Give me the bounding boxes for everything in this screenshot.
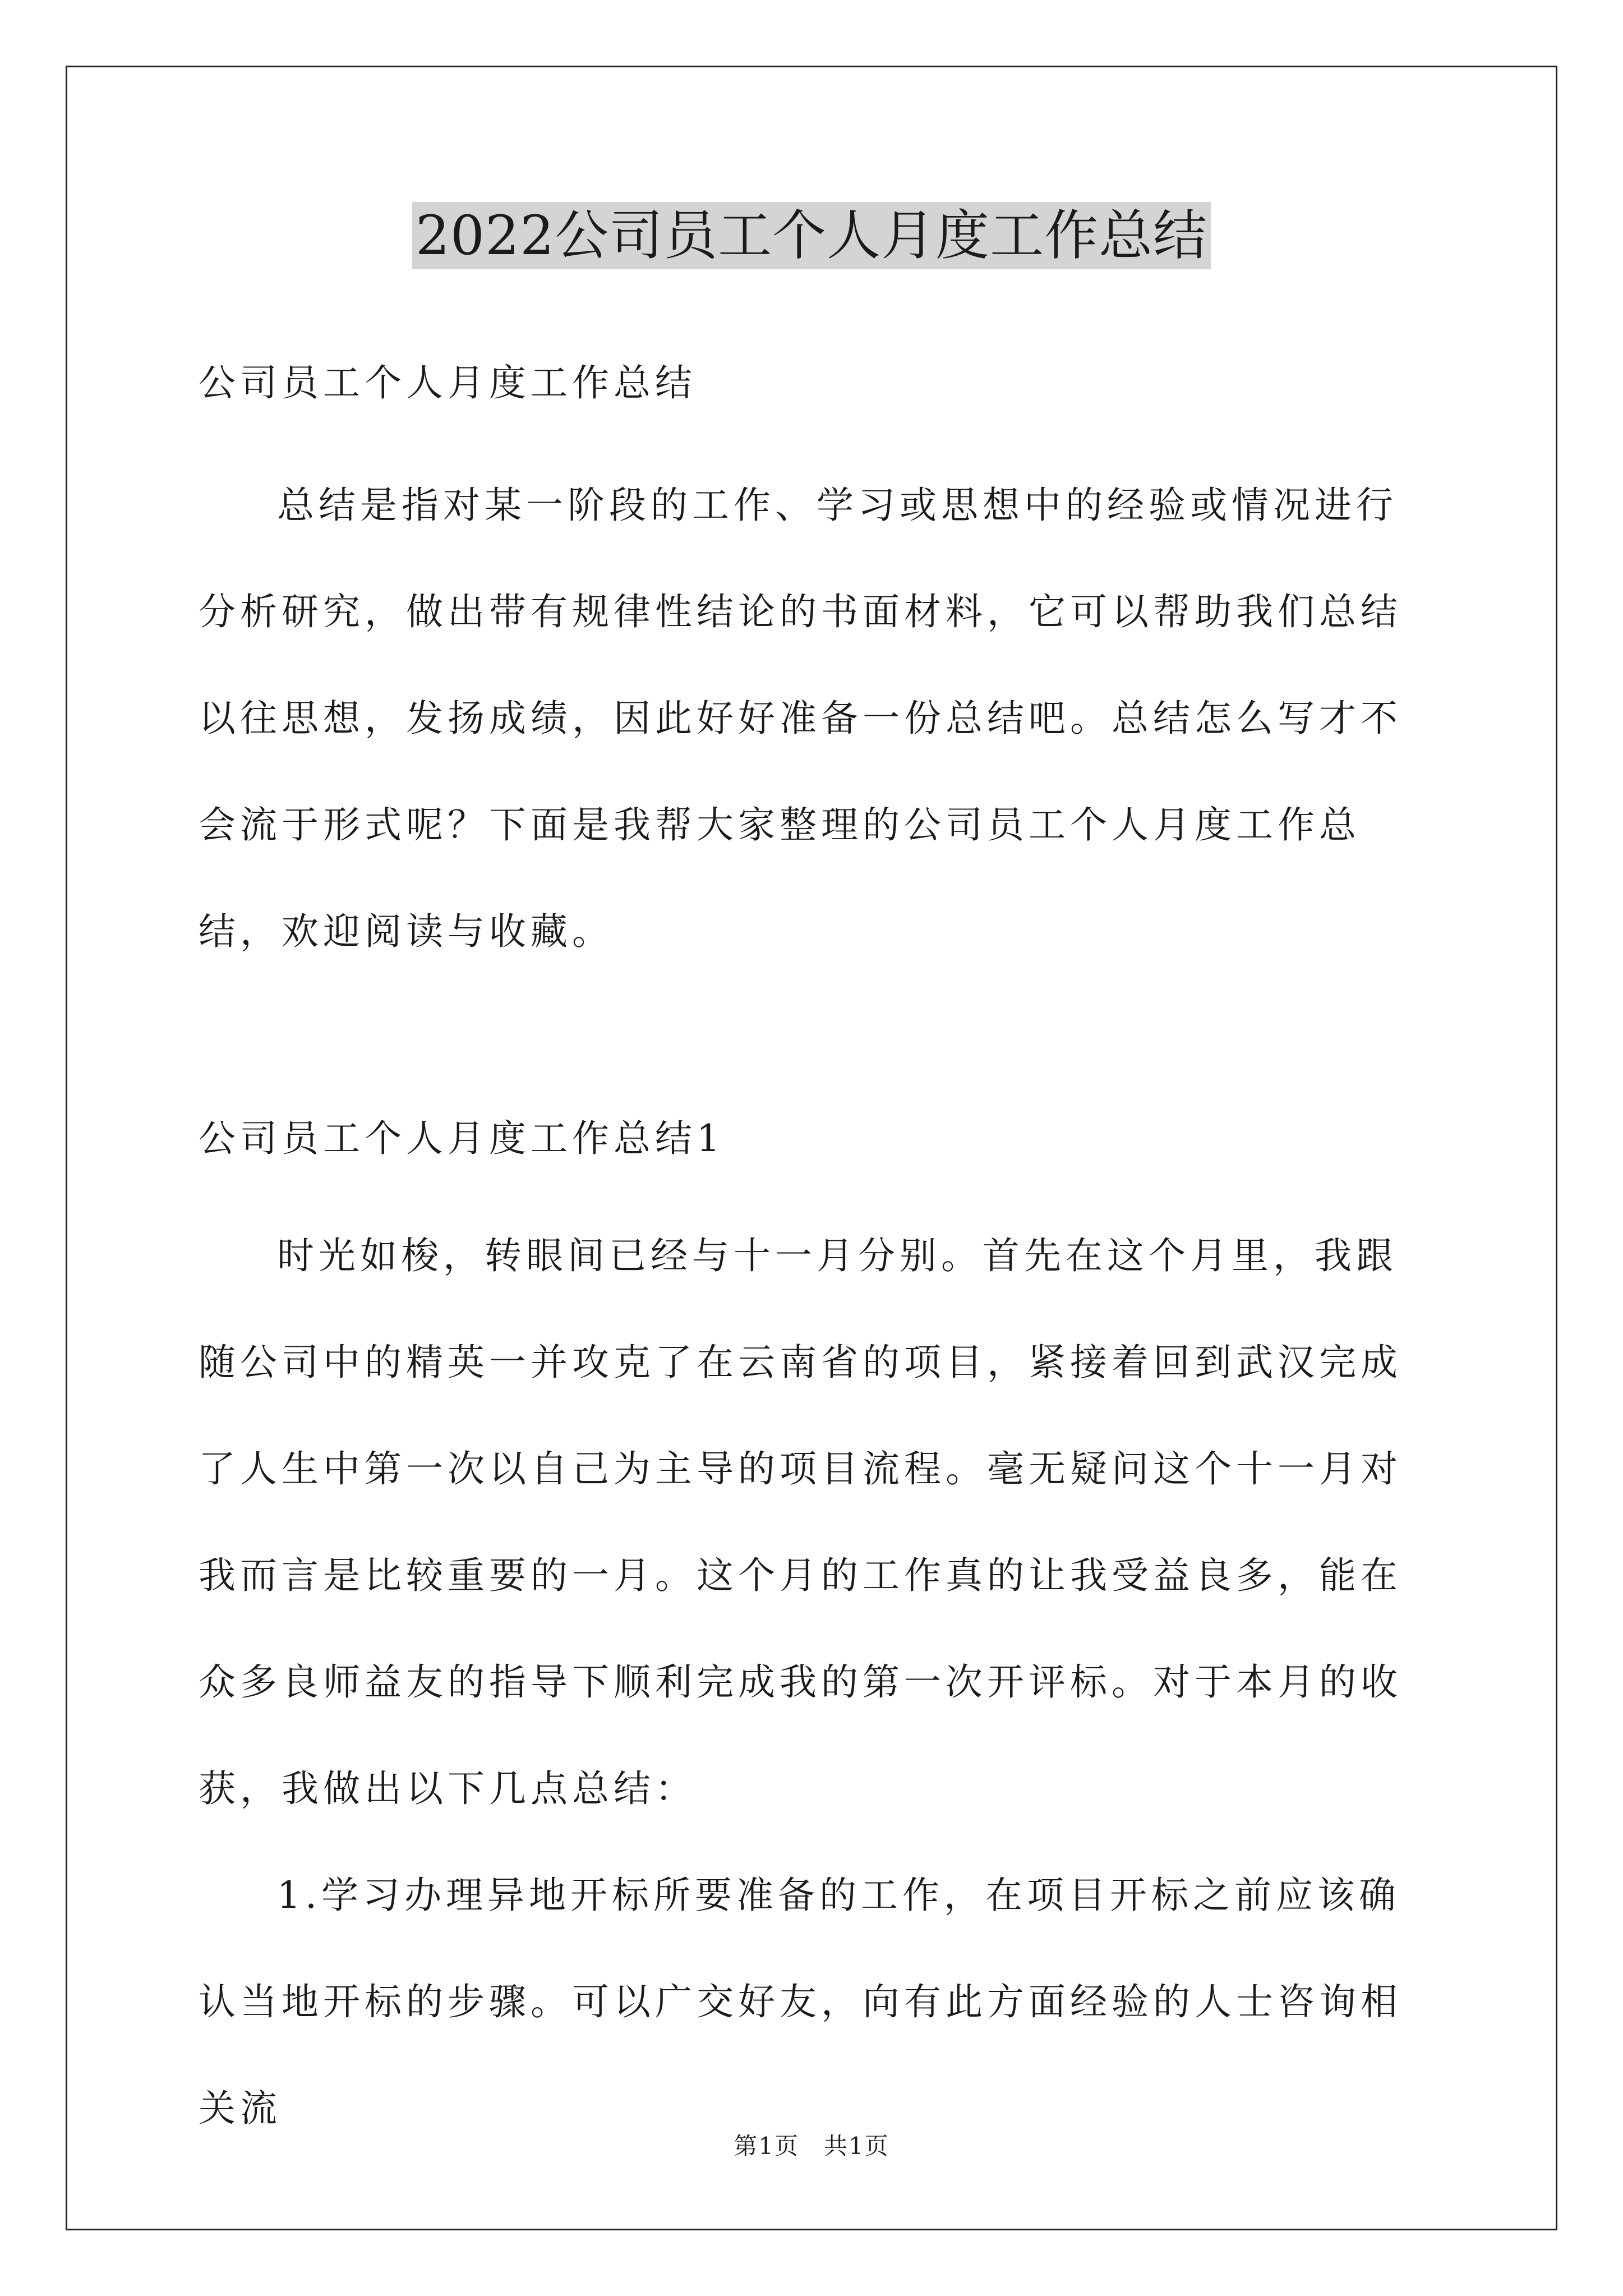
section-1-list-item-1: 1.学习办理异地开标所要准备的工作，在项目开标之前应该确认当地开标的步骤。可以广交好友，向有此方面经验的人士咨询相关流 [199, 1874, 1402, 2130]
document-subtitle: 公司员工个人月度工作总结 [199, 361, 697, 404]
intro-paragraph: 总结是指对某一阶段的工作、学习或思想中的经验或情况进行分析研究，做出带有规律性结论的书面材料，它可以帮助我们总结以往思想，发扬成绩，因此好好准备一份总结吧。总结怎么写才不会流于形式呢？下面是我帮大家整理的公司员工个人月度工作总结，欢迎阅读与收藏。 [199, 484, 1402, 953]
page-footer: 第1页 共1页 [734, 2132, 889, 2160]
document-title [0, 196, 1623, 275]
document-title-text: 2022公司员工个人月度工作总结 [412, 202, 1211, 269]
section-heading-1: 公司员工个人月度工作总结1 [199, 1117, 725, 1160]
section-1-paragraph: 时光如梭，转眼间已经与十一月分别。首先在这个月里，我跟随公司中的精英一并攻克了在云南省的项目，紧接着回到武汉完成了人生中第一次以自己为主导的项目流程。毫无疑问这个十一月对我而言是比较重要的一月。这个月的工作真的让我受益良多，能在众多良师益友的指导下顺利完成我的第一次开评标。对于本月的收获，我做出以下几点总结： [199, 1234, 1402, 1810]
